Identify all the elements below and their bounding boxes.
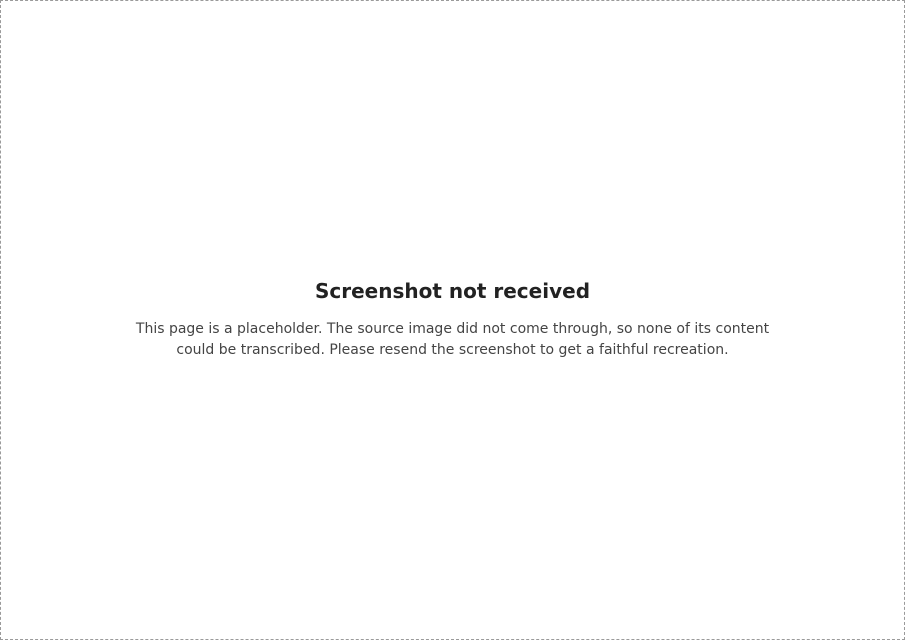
placeholder-title: Screenshot not received bbox=[314, 279, 591, 303]
placeholder-note: This page is a placeholder. The source image did not come through, so none of its content could be transcribed. Please resend the screenshot to get a faithful recreation. bbox=[135, 321, 770, 358]
